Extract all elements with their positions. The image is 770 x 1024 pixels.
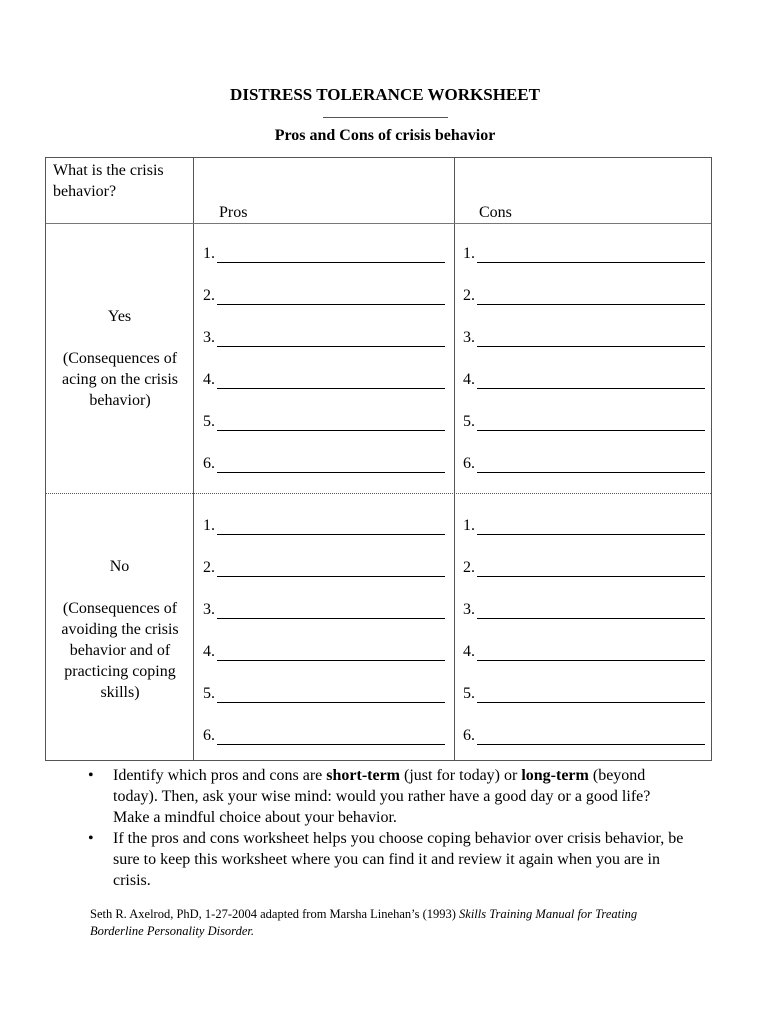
header-row-divider — [46, 223, 711, 224]
no-cons-answer-line-3[interactable] — [477, 618, 705, 619]
no-cons-answer-line-1[interactable] — [477, 534, 705, 535]
no-pros-answer-line-1[interactable] — [217, 534, 445, 535]
yes-pros-number: 2. — [203, 287, 215, 304]
yes-pros-answer-line-5[interactable] — [217, 430, 445, 431]
yes-pros-number: 6. — [203, 455, 215, 472]
no-pros-number: 3. — [203, 601, 215, 618]
no-pros-number: 2. — [203, 559, 215, 576]
yes-cons-number: 4. — [463, 371, 475, 388]
yes-cons-answer-line-4[interactable] — [477, 388, 705, 389]
yes-pros-answer-line-3[interactable] — [217, 346, 445, 347]
no-pros-answer-line-3[interactable] — [217, 618, 445, 619]
no-pros-answer-line-6[interactable] — [217, 744, 445, 745]
no-pros-answer-line-2[interactable] — [217, 576, 445, 577]
citation-footer: Seth R. Axelrod, PhD, 1-27-2004 adapted from Marsha Linehan’s (1993) Skills Training Manual for Treating Borderline Personality Disorder. — [90, 907, 638, 938]
pros-cons-table — [45, 157, 712, 761]
no-cons-number: 3. — [463, 601, 475, 618]
yes-cons-answer-line-1[interactable] — [477, 262, 705, 263]
yes-cons-answer-line-5[interactable] — [477, 430, 705, 431]
yes-pros-answer-line-6[interactable] — [217, 472, 445, 473]
no-pros-answer-line-4[interactable] — [217, 660, 445, 661]
yes-cons-number: 5. — [463, 413, 475, 430]
worksheet-title: DISTRESS TOLERANCE WORKSHEET — [230, 85, 540, 104]
yes-pros-answer-line-4[interactable] — [217, 388, 445, 389]
yes-pros-number: 5. — [203, 413, 215, 430]
yes-cons-number: 3. — [463, 329, 475, 346]
yes-cons-number: 1. — [463, 245, 475, 262]
no-cons-answer-line-5[interactable] — [477, 702, 705, 703]
title-underline — [323, 117, 448, 118]
no-pros-answer-line-5[interactable] — [217, 702, 445, 703]
column-divider-right — [454, 158, 455, 760]
crisis-behavior-question: What is the crisis behavior? — [53, 162, 164, 200]
pros-header: Pros — [219, 204, 248, 221]
yes-cons-number: 6. — [463, 455, 475, 472]
no-cons-number: 6. — [463, 727, 475, 744]
column-divider-left — [193, 158, 194, 760]
yes-no-divider — [46, 493, 711, 494]
yes-cons-number: 2. — [463, 287, 475, 304]
no-cons-number: 5. — [463, 685, 475, 702]
yes-cons-answer-line-6[interactable] — [477, 472, 705, 473]
yes-consequences-note: (Consequences of acing on the crisis behavior) — [62, 350, 178, 409]
no-pros-number: 6. — [203, 727, 215, 744]
yes-pros-number: 3. — [203, 329, 215, 346]
no-cons-answer-line-2[interactable] — [477, 576, 705, 577]
no-cons-number: 2. — [463, 559, 475, 576]
no-pros-number: 1. — [203, 517, 215, 534]
yes-pros-answer-line-1[interactable] — [217, 262, 445, 263]
instruction-item: • If the pros and cons worksheet helps you choose coping behavior over crisis behavior, be sure to keep this worksheet where you can find it and review it again when you are in crisis. — [88, 830, 684, 889]
yes-cons-answer-line-2[interactable] — [477, 304, 705, 305]
cons-header: Cons — [479, 204, 512, 221]
instructions-list — [88, 765, 688, 891]
yes-pros-answer-line-2[interactable] — [217, 304, 445, 305]
yes-pros-number: 1. — [203, 245, 215, 262]
worksheet-subtitle: Pros and Cons of crisis behavior — [274, 127, 496, 144]
yes-cons-answer-line-3[interactable] — [477, 346, 705, 347]
yes-pros-number: 4. — [203, 371, 215, 388]
bullet-icon: • — [88, 830, 94, 847]
no-pros-number: 4. — [203, 643, 215, 660]
instruction-item: • Identify which pros and cons are short-term (just for today) or long-term (beyond today). Then, ask your wise mind: would you rather have a good day or a good life? Make a mindful choice about your behavior. — [88, 767, 651, 826]
no-cons-answer-line-4[interactable] — [477, 660, 705, 661]
no-cons-answer-line-6[interactable] — [477, 744, 705, 745]
bullet-icon: • — [88, 767, 94, 784]
no-consequences-note: (Consequences of avoiding the crisis behavior and of practicing coping skills) — [61, 600, 179, 701]
no-label: No — [109, 558, 130, 575]
no-cons-number: 1. — [463, 517, 475, 534]
yes-label: Yes — [107, 308, 132, 325]
no-cons-number: 4. — [463, 643, 475, 660]
no-pros-number: 5. — [203, 685, 215, 702]
